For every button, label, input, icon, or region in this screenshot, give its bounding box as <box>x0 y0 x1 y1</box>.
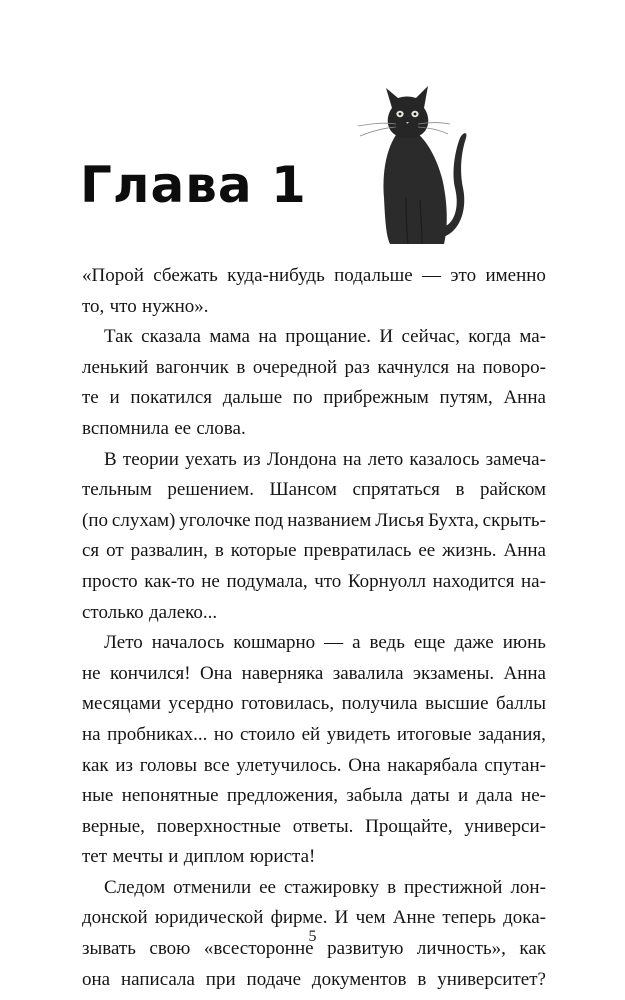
text-line: «Порой сбежать куда-нибудь подальше — это именно <box>82 265 546 286</box>
text-line: Следом отменили ее стажировку в престижной лон- <box>104 876 546 898</box>
text-line: Лето началось кошмарно — а ведь еще даже июнь <box>104 632 546 654</box>
text-line: тет мечты и диплом юриста! <box>82 846 316 868</box>
text-line: как из головы все улетучилось. Она накарябала спутан- <box>82 754 546 776</box>
black-cat-icon <box>352 78 472 248</box>
text-line: (по слухам) уголочке под названием Лисья Бухта, скрыть- <box>82 509 546 531</box>
chapter-title: Глава 1 <box>80 156 307 214</box>
text-line: вспомнила ее слова. <box>82 417 246 439</box>
text-line: ся от развалин, в которые превратилась ее жизнь. Анна <box>82 540 546 562</box>
page-number: 5 <box>308 928 317 945</box>
text-line: просто как-то не подумала, что Корнуолл находится на- <box>82 570 546 592</box>
text-line: зывать свою «всесторонне развитую личность», как <box>82 938 546 960</box>
cat-body <box>384 132 447 244</box>
text-line: она написала при подаче документов в университет? <box>82 968 546 990</box>
text-line: ные непонятные предложения, забыла даты и дала не- <box>82 785 546 807</box>
body-text <box>82 261 546 995</box>
text-line: месяцами усердно готовилась, получила высшие баллы <box>82 693 546 715</box>
text-line: не кончился! Она наверняка завалила экзамены. Анна <box>82 662 546 684</box>
text-line: те и покатился дальше по прибрежным путям, Анна <box>82 387 546 409</box>
text-line: В теории уехать из Лондона на лето казалось замеча- <box>104 448 546 470</box>
text-line: столько далеко... <box>82 601 218 623</box>
text-line: верные, поверхностные ответы. Прощайте, универси- <box>82 815 546 837</box>
text-line: тельным решением. Шансом спрятаться в райском <box>82 479 546 501</box>
text-line: ленький вагончик в очередной раз качнулся на поворо- <box>82 356 546 378</box>
text-line: Так сказала мама на прощание. И сейчас, когда ма- <box>104 326 546 348</box>
text-line: то, что нужно». <box>82 295 209 317</box>
cat-head <box>386 86 428 139</box>
text-line: на пробниках... но стоило ей увидеть итоговые задания, <box>82 723 546 745</box>
text-line: донской юридической фирме. И чем Анне теперь дока- <box>82 907 546 929</box>
